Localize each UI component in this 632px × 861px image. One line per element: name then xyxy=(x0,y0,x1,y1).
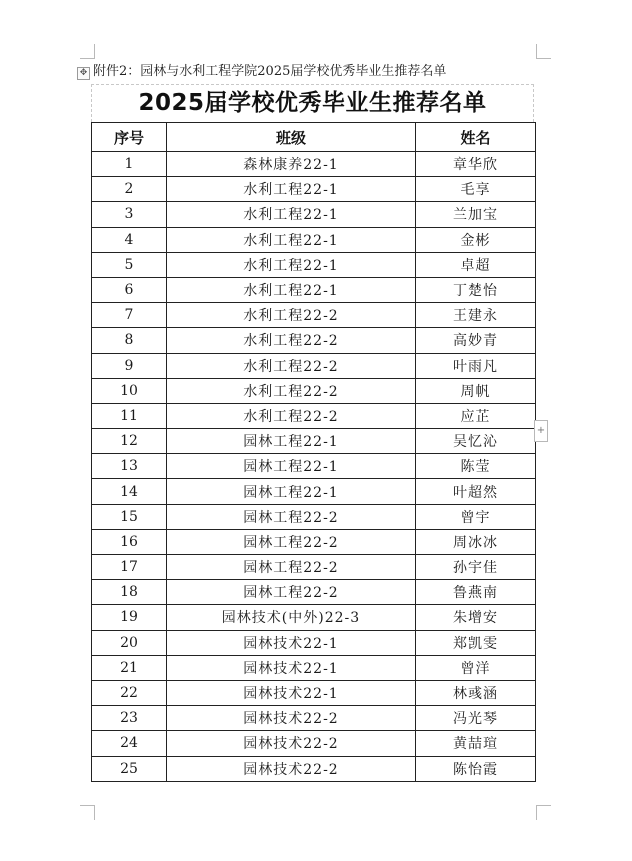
table-row xyxy=(92,303,536,328)
cell-index: 25 xyxy=(92,756,167,781)
cell-name: 王建永 xyxy=(416,303,536,328)
cell-name: 毛享 xyxy=(416,177,536,202)
document-title: 2025届学校优秀毕业生推荐名单 xyxy=(138,90,487,116)
attachment-caption: 附件2：园林与水利工程学院2025届学校优秀毕业生推荐名单 xyxy=(93,64,447,79)
cell-name: 吴忆沁 xyxy=(416,429,536,454)
cell-name: 冯光琴 xyxy=(416,706,536,731)
table-row xyxy=(92,756,536,781)
recommendation-table xyxy=(91,122,536,782)
cell-name: 章华欣 xyxy=(416,152,536,177)
table-row xyxy=(92,403,536,428)
cell-index: 1 xyxy=(92,152,167,177)
cell-class: 水利工程22-2 xyxy=(167,328,416,353)
cell-class: 园林工程22-2 xyxy=(167,529,416,554)
page-corner-mark-bottom-left xyxy=(80,805,95,820)
add-row-plus-icon[interactable]: + xyxy=(534,420,548,442)
cell-class: 园林技术(中外)22-3 xyxy=(167,605,416,630)
cell-index: 22 xyxy=(92,680,167,705)
cell-class: 园林工程22-1 xyxy=(167,454,416,479)
cell-index: 9 xyxy=(92,353,167,378)
cell-name: 兰加宝 xyxy=(416,202,536,227)
cell-index: 2 xyxy=(92,177,167,202)
table-row xyxy=(92,630,536,655)
cell-class: 水利工程22-2 xyxy=(167,378,416,403)
cell-class: 园林技术22-1 xyxy=(167,680,416,705)
cell-class: 水利工程22-1 xyxy=(167,252,416,277)
cell-name: 鲁燕南 xyxy=(416,580,536,605)
cell-class: 园林技术22-2 xyxy=(167,731,416,756)
cell-index: 8 xyxy=(92,328,167,353)
cell-class: 水利工程22-2 xyxy=(167,403,416,428)
cell-class: 园林工程22-1 xyxy=(167,479,416,504)
table-row xyxy=(92,555,536,580)
cell-class: 水利工程22-2 xyxy=(167,353,416,378)
cell-class: 园林工程22-1 xyxy=(167,429,416,454)
table-row xyxy=(92,378,536,403)
table-row xyxy=(92,706,536,731)
cell-index: 20 xyxy=(92,630,167,655)
cell-name: 叶超然 xyxy=(416,479,536,504)
table-row xyxy=(92,605,536,630)
cell-name: 周帆 xyxy=(416,378,536,403)
table-row xyxy=(92,680,536,705)
table-row xyxy=(92,529,536,554)
header-index: 序号 xyxy=(92,123,167,152)
cell-index: 19 xyxy=(92,605,167,630)
cell-name: 周冰冰 xyxy=(416,529,536,554)
cell-name: 陈怡霞 xyxy=(416,756,536,781)
cell-index: 15 xyxy=(92,504,167,529)
cell-index: 11 xyxy=(92,403,167,428)
cell-index: 18 xyxy=(92,580,167,605)
table-body xyxy=(92,152,536,782)
cell-index: 10 xyxy=(92,378,167,403)
table-row xyxy=(92,177,536,202)
table-move-handle-icon[interactable]: ✥ xyxy=(77,67,90,80)
page-corner-mark-top-left xyxy=(80,44,95,59)
cell-class: 水利工程22-1 xyxy=(167,177,416,202)
cell-name: 郑凯雯 xyxy=(416,630,536,655)
cell-index: 7 xyxy=(92,303,167,328)
table-row xyxy=(92,202,536,227)
cell-index: 3 xyxy=(92,202,167,227)
cell-class: 森林康养22-1 xyxy=(167,152,416,177)
cell-index: 13 xyxy=(92,454,167,479)
header-name: 姓名 xyxy=(416,123,536,152)
table-row xyxy=(92,353,536,378)
cell-index: 6 xyxy=(92,277,167,302)
table-row xyxy=(92,731,536,756)
cell-name: 应芷 xyxy=(416,403,536,428)
cell-name: 丁楚怡 xyxy=(416,277,536,302)
cell-name: 林彧涵 xyxy=(416,680,536,705)
cell-class: 园林工程22-2 xyxy=(167,504,416,529)
table-row xyxy=(92,504,536,529)
cell-name: 陈莹 xyxy=(416,454,536,479)
cell-index: 12 xyxy=(92,429,167,454)
cell-name: 朱增安 xyxy=(416,605,536,630)
cell-class: 园林工程22-2 xyxy=(167,580,416,605)
cell-name: 曾宇 xyxy=(416,504,536,529)
cell-index: 24 xyxy=(92,731,167,756)
table-row xyxy=(92,479,536,504)
cell-index: 16 xyxy=(92,529,167,554)
cell-index: 14 xyxy=(92,479,167,504)
table-row xyxy=(92,655,536,680)
header-class: 班级 xyxy=(167,123,416,152)
cell-name: 叶雨凡 xyxy=(416,353,536,378)
table-row xyxy=(92,252,536,277)
cell-name: 孙宇佳 xyxy=(416,555,536,580)
page-corner-mark-bottom-right xyxy=(536,805,551,820)
cell-index: 4 xyxy=(92,227,167,252)
cell-class: 园林工程22-2 xyxy=(167,555,416,580)
cell-name: 黄喆瑄 xyxy=(416,731,536,756)
cell-class: 园林技术22-2 xyxy=(167,756,416,781)
cell-name: 高妙青 xyxy=(416,328,536,353)
cell-name: 金彬 xyxy=(416,227,536,252)
cell-class: 园林技术22-1 xyxy=(167,630,416,655)
cell-index: 17 xyxy=(92,555,167,580)
table-row xyxy=(92,227,536,252)
table-row xyxy=(92,454,536,479)
cell-class: 水利工程22-1 xyxy=(167,202,416,227)
table-row xyxy=(92,328,536,353)
table-row xyxy=(92,277,536,302)
table-header-row xyxy=(92,123,536,152)
cell-class: 水利工程22-1 xyxy=(167,277,416,302)
cell-class: 水利工程22-2 xyxy=(167,303,416,328)
cell-class: 园林技术22-1 xyxy=(167,655,416,680)
table-row xyxy=(92,429,536,454)
cell-index: 21 xyxy=(92,655,167,680)
cell-class: 水利工程22-1 xyxy=(167,227,416,252)
cell-name: 曾洋 xyxy=(416,655,536,680)
page-corner-mark-top-right xyxy=(536,44,551,59)
table-row xyxy=(92,152,536,177)
table-row xyxy=(92,580,536,605)
cell-name: 卓超 xyxy=(416,252,536,277)
cell-class: 园林技术22-2 xyxy=(167,706,416,731)
cell-index: 23 xyxy=(92,706,167,731)
cell-index: 5 xyxy=(92,252,167,277)
